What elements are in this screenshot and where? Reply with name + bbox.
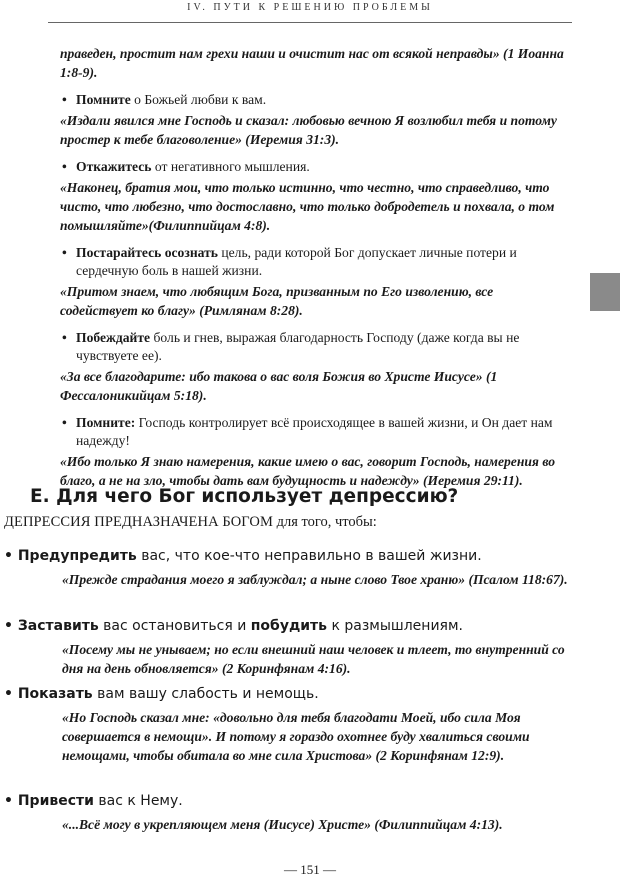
section-heading: Е. Для чего Бог использует депрессию? — [30, 486, 459, 507]
intro-rest: для того, чтобы: — [272, 514, 377, 530]
bullet-icon: • — [62, 245, 67, 260]
item-text: от негативного мышления. — [151, 159, 310, 174]
scripture-quote: «Прежде страдания моего я заблуждал; а ныне слово Твое храню» (Псалом 118:67). — [62, 572, 568, 587]
item-text: о Божьей любви к вам. — [130, 92, 267, 107]
purpose-text: вам вашу слабость и немощь. — [92, 686, 319, 702]
scripture-quote: «Посему мы не унываем; но если внешний наш человек и тлеет, то внутренний со дня на день обновляется» (2 Коринфянам 4:16). — [62, 642, 565, 676]
list-item — [60, 329, 570, 365]
list-item — [60, 244, 570, 280]
header-rule — [48, 22, 572, 23]
purpose-line: • Показать вам вашу слабость и немощь. — [4, 686, 319, 702]
chapter-side-tab — [590, 273, 620, 311]
purpose-keyword: Заставить — [17, 618, 99, 634]
purpose-text: вас, что кое-что неправильно в вашей жизни. — [136, 548, 482, 564]
item-text: Господь контролирует всё происходящее в вашей жизни, и Он дает нам надежду! — [76, 415, 553, 448]
bullet-icon: • — [62, 92, 67, 107]
list-item — [60, 158, 570, 176]
purpose-text: вас к Нему. — [93, 793, 183, 809]
bullet-icon: • — [62, 330, 67, 345]
upper-list — [60, 44, 570, 490]
purpose-item — [4, 616, 570, 678]
list-item — [60, 91, 570, 109]
purpose-keyword-2: побудить — [250, 618, 328, 634]
item-text: боль и гнев, выражая благодарность Господу (даже когда вы не чувствуете ее). — [76, 330, 520, 363]
bullet-icon: • — [62, 159, 67, 174]
purpose-item — [4, 791, 570, 834]
purpose-keyword: Привести — [17, 793, 94, 809]
bullet-icon: • — [62, 415, 67, 430]
purpose-keyword: Предупредить — [17, 548, 137, 564]
scripture-quote: «Притом знаем, что любящим Бога, призванным по Его изволению, все содействует ко благу» (Римлянам 8:28). — [60, 284, 494, 318]
purpose-line: • Предупредить вас, что кое-что неправильно в вашей жизни. — [4, 548, 482, 564]
purpose-item — [4, 546, 570, 589]
item-text: цель, ради которой Бог допускает личные потери и сердечную боль в нашей жизни. — [76, 245, 517, 278]
section-intro — [4, 514, 377, 531]
scripture-quote: «Издали явился мне Господь и сказал: любовью вечною Я возлюбил тебя и потому простер к тебе благоволение» (Иеремия 31:3). — [60, 113, 557, 147]
item-keyword: Постарайтесь осознать — [76, 245, 218, 260]
page-number: — 151 — — [284, 862, 336, 877]
scripture-quote: «Но Господь сказал мне: «довольно для тебя благодати Моей, ибо сила Моя совершается в немощи». И потому я гораздо охотнее буду хвалиться своими немощами, чтобы обитала во мне сила Христова» (2 Коринфянам 12:9). — [62, 710, 530, 763]
purpose-keyword: Показать — [17, 686, 93, 702]
intro-caps: ДЕПРЕССИЯ ПРЕДНАЗНАЧЕНА БОГОМ — [4, 514, 273, 530]
purpose-item — [4, 684, 570, 765]
running-header: IV. ПУТИ К РЕШЕНИЮ ПРОБЛЕМЫ — [187, 2, 433, 13]
purpose-line: • Привести вас к Нему. — [4, 793, 183, 809]
item-keyword: Побеждайте — [76, 330, 151, 345]
item-keyword: Помните: — [76, 415, 136, 430]
purpose-line: • Заставить вас остановиться и побудить к размышлениям. — [4, 618, 463, 634]
item-keyword: Помните — [76, 92, 131, 107]
list-item — [60, 414, 570, 450]
purpose-text: вас остановиться и — [98, 618, 251, 634]
item-keyword: Откажитесь — [76, 159, 152, 174]
opening-quote: праведен, простит нам грехи наши и очистит нас от всякой неправды» (1 Иоанна 1:8-9). — [60, 46, 564, 80]
scripture-quote: «...Всё могу в укрепляющем меня (Иисусе) Христе» (Филиппийцам 4:13). — [62, 817, 503, 832]
scripture-quote: «За все благодарите: ибо такова о вас воля Божия во Христе Иисусе» (1 Фессалоникийцам 5:18). — [60, 369, 498, 403]
scripture-quote: «Ибо только Я знаю намерения, какие имею о вас, говорит Господь, намерения во благо, а не на зло, чтобы дать вам будущность и надежду» (Иеремия 29:11). — [60, 454, 556, 488]
scripture-quote: «Наконец, братия мои, что только истинно, что честно, что справедливо, что чисто, что любезно, что достославно, что только добродетель и похвала, о том помышляйте»(Филиппийцам 4:8). — [60, 180, 555, 233]
purpose-text-2: к размышлениям. — [327, 618, 463, 634]
